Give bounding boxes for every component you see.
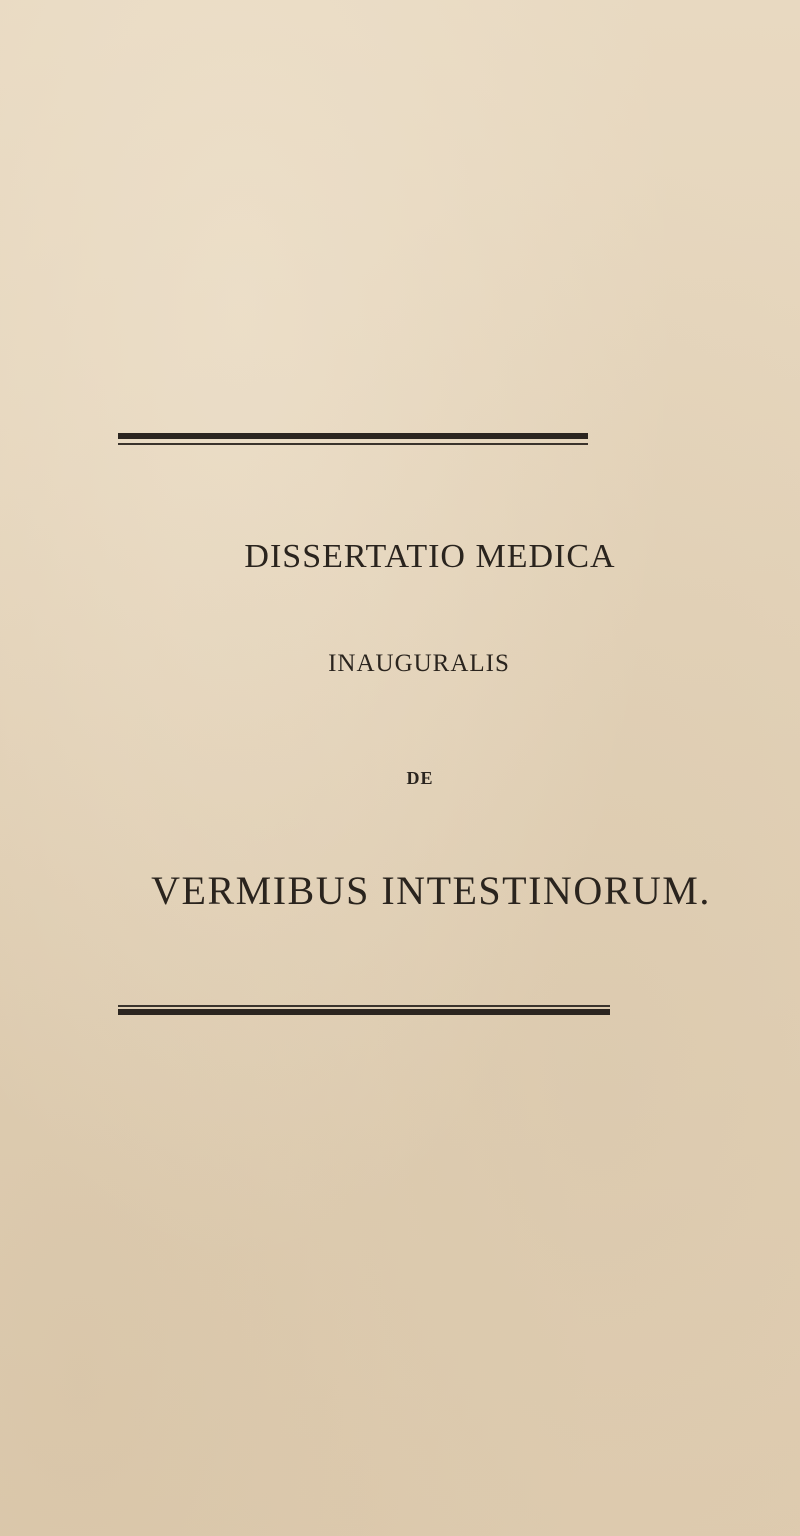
de-line: DE [406, 768, 434, 788]
inauguralis-line: INAUGURALIS [328, 650, 510, 677]
top-rule-thick [118, 433, 588, 439]
bottom-rule-thick [118, 1009, 610, 1015]
top-rule-thin [118, 443, 588, 445]
subject-title: VERMIBUS INTESTINORUM. [151, 868, 711, 913]
bottom-double-rule [118, 1005, 610, 1019]
top-double-rule [118, 433, 588, 447]
bottom-rule-thin [118, 1005, 610, 1007]
dissertation-heading: DISSERTATIO MEDICA [244, 538, 616, 575]
